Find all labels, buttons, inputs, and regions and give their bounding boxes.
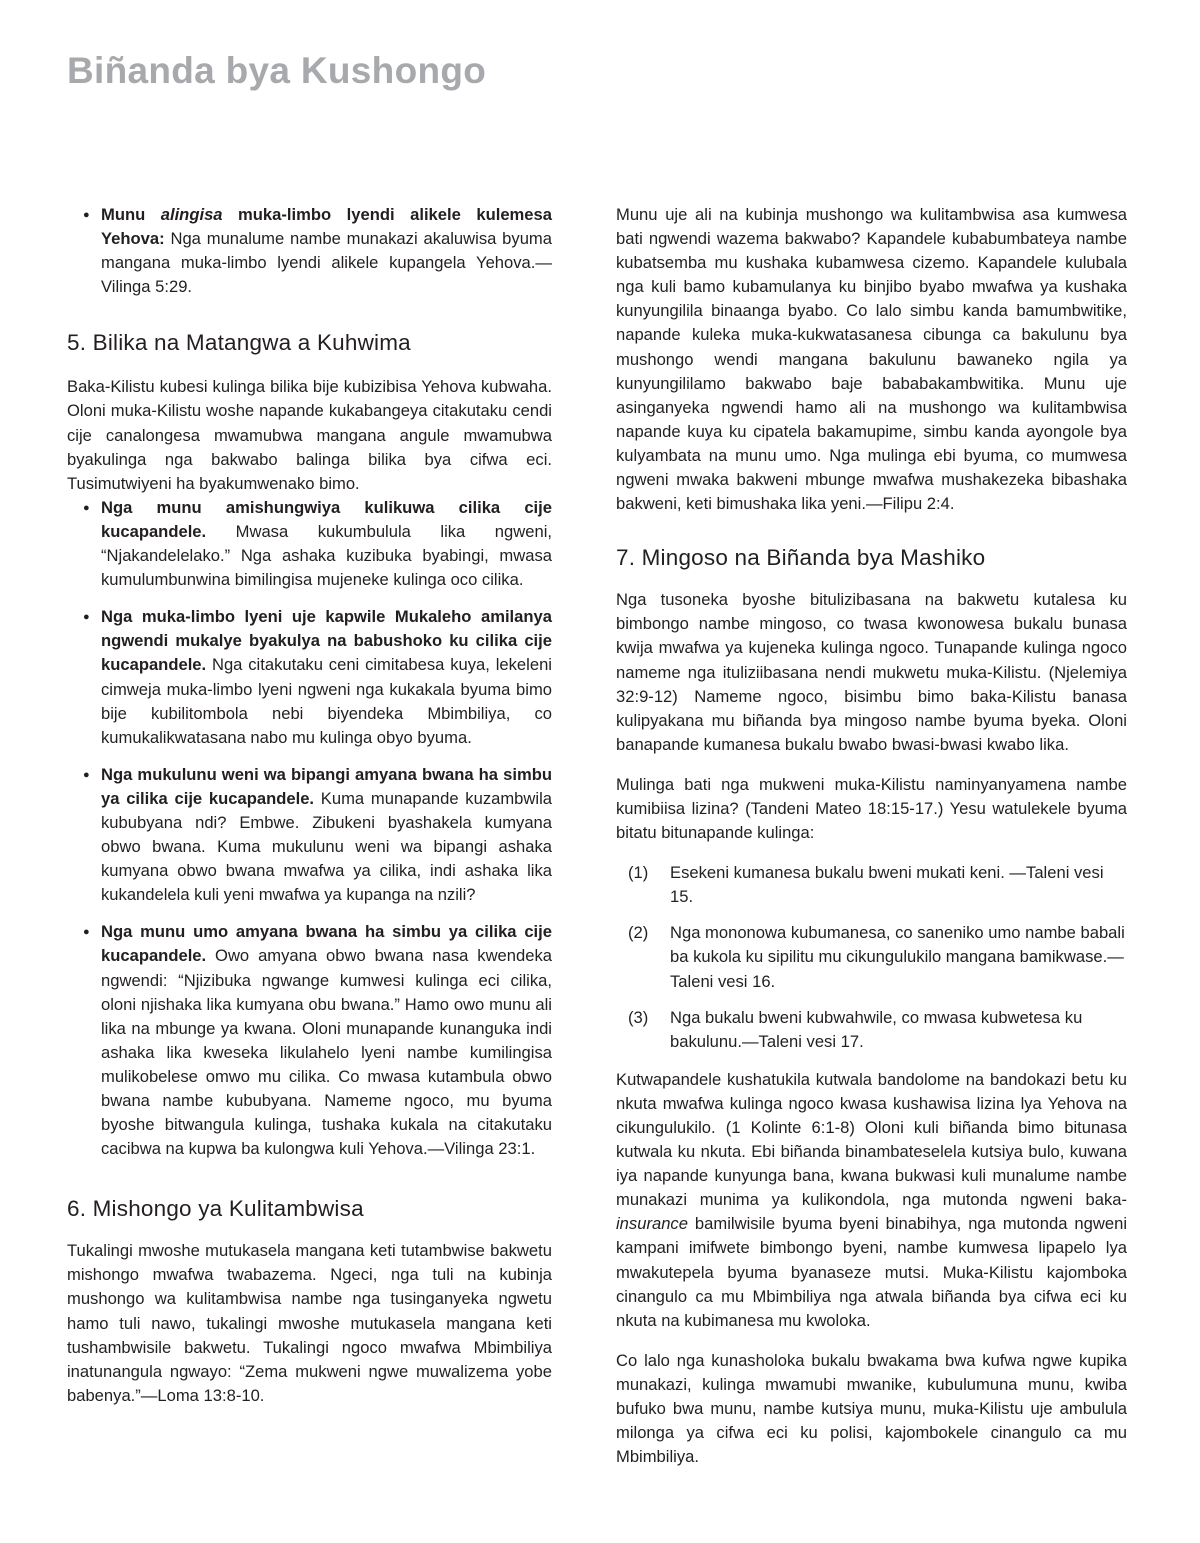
running-head-title: Biñanda bya Kushongo [67, 50, 487, 91]
section-heading-6: 6. Mishongo ya Kulitambwisa [67, 1196, 364, 1222]
step-number: (2) [628, 923, 649, 943]
paragraph-part: bamilwisile byuma byeni binabihya, nga mutonda ngweni kampani imifwete bimbongo byeni, nambe kumwesa lipapelo lya mwakutepela byuma byanaseze mutsi. Muka-Kilistu kajomboka cinangulo ca mu Mbimbiliya nga atwala biñanda bya cifwa eci ku nkuta na kubimanesa mu kwoloka. [616, 1214, 1127, 1330]
bullet-body: Nga munalume nambe munakazi akaluwisa byuma mangana muka-limbo lyendi alikele kupangela Yehova.—Vilinga 5:29. [101, 229, 552, 297]
bullet-body: Owo amyana obwo bwana nasa kwendeka ngwendi: “Njizibuka ngwange kumwesi kulinga eci cilika, oloni njishaka lika kumyana obu bwana.” Hamo owo munu ali lika na mbunge ya kwana. Oloni munapande kunanguka indi ashaka lika kweseka likulahelo lyeni nambe kumilingisa mulikobelese omwo mu cilika. Co mwasa kutambula obwo bwana nambe kububyana. Nameme ngoco, mu byuma byoshe bitwangula kulinga, tushaka kukala na citakutaku cacibwa na kupwa ba kulongwa kuli Yehova.—Vilinga 23:1. [101, 946, 552, 1159]
section-6-continuation: Munu uje ali na kubinja mushongo wa kulitambwisa asa kumwesa bati ngwendi wazema bakwabo? Kapandele kubabumbateya nambe kubatsemba mu kushaka kubamwesa cizemo. Kapandele kulubala nga kuli bamo kubamulanya ku binjibo byabo mwafwa ya kushaka kunyungilila binaanga byabo. Co lalo simbu kanda bamumbwitike, napande kuleka muka-kukwatasanesa cibunga ca bakulunu bya mushongo wendi mangana bakulunu bawaneko ngila ya kunyungililamo bakwabo baje bababakambwitika. Munu uje asinganyeka ngwendi hamo ali na mushongo wa kulitambwisa napande kuya ku cipatela bakamupime, simbu kanda ayongole bya kulyambata na munu umo. Nga mulinga ebi byuma, co mumwesa ngweni mwaka bakweni mbunge mwafwa mushakezeka bibashaka bakweni, keti bimushaka lika yeni.—Filipu 2:4. [616, 205, 1127, 514]
numbered-steps [616, 861, 1127, 1054]
section-7-paragraph-3 [616, 1068, 1127, 1333]
step-item [628, 921, 1127, 993]
step-item [628, 1006, 1127, 1054]
bullet-item [67, 763, 552, 908]
bullet-list-top [67, 203, 552, 299]
section-heading-7: 7. Mingoso na Biñanda bya Mashiko [616, 545, 986, 571]
right-column [616, 203, 1127, 1469]
step-text: Nga mononowa kubumanesa, co saneniko umo nambe babali ba kukola ku sipilitu mu cikungulukilo mangana bamikwase.—Taleni vesi 16. [670, 923, 1125, 991]
bullet-item [67, 203, 552, 299]
paragraph-part: Kutwapandele kushatukila kutwala bandolome na bandokazi betu ku nkuta mwafwa kulinga ngoco kwasa kushawisa lizina lya Yehova na cikungulukilo. (1 Kolinte 6:1-8) Oloni kuli biñanda bimo bitunasa kutwala ku nkuta. Ebi biñanda binambateselela kutsiya bulo, kuwana iya napande kunyunga bana, kwana bukwasi kuli munalume nambe munakazi munima ya kulikondola, nga mutonda ngweni baka- [616, 1069, 1127, 1210]
bullet-lead: Nga munu umo amyana bwana ha simbu ya cilika cije kucapandele. [101, 922, 552, 966]
bullet-lead: Nga munu amishungwiya kulikuwa cilika cije kucapandele. [101, 497, 552, 541]
section-6-intro: Tukalingi mwoshe mutukasela mangana keti tutambwise bakwetu mishongo mwafwa twabazema. Ngeci, nga tuli na kubinja mushongo wa kulitambwisa nambe nga tusinganyeka ngwetu hamo tuli nawo, tukalingi mwoshe mutukasela mangana keti tushambwisile bakwetu. Tukalingi ngoco mwafwa Mbimbiliya inatunangula ngwayo: “Zema mukweni ngwe muwalizema yobe babenya.”—Loma 13:8-10. [67, 1241, 552, 1405]
bullet-body: Mwasa kukumbulula lika ngweni, “Njakandelelako.” Nga ashaka kuzibuka byabingi, mwasa kumulumbunwina bimilingisa mujeneke kulinga oco cilika. [101, 521, 552, 590]
step-number: (3) [628, 1007, 649, 1027]
bullet-lead-part: Munu [101, 205, 161, 224]
step-number: (1) [628, 863, 649, 883]
bullet-body: Kuma munapande kuzambwila kububyana ndi? Embwe. Zibukeni byashakela kumyana obwo bwana. Kuma mukulunu weni wa bipangi ashaka kumyana obwo bwana mwafwa ya cilika, indi ashaka lika kukandelela kuli yeni mwafwa ya kupanga na nzili? [101, 788, 552, 905]
section-7-paragraph-4: Co lalo nga kunasholoka bukalu bwakama bwa kufwa ngwe kupika munakazi, kulinga mwamubi mwanike, kubulumuna munu, kwiba bufuko bwa munu, nambe kutsiya munu, muka-Kilistu uje ambulula milonga ya cifwa eci ku polisi, kajombokele cinangulo ca mu Mbimbiliya. [616, 1350, 1127, 1467]
bullet-item [67, 605, 552, 750]
section-7-paragraph-2: Mulinga bati nga mukweni muka-Kilistu naminyanyamena nambe kumibiisa lizina? (Tandeni Mateo 18:15-17.) Yesu watulekele byuma bitatu bitunapande kulinga: [616, 774, 1127, 843]
bullet-body: Nga citakutaku ceni cimitabesa kuya, lekeleni cimweja muka-limbo lyeni ngweni nga kukakala byuma bimo bije kubilitombola nebi biyendeka Mbimbiliya, co kumukalikwatasana nabo mu kulinga obyo byuma. [101, 655, 552, 747]
section-heading-5: 5. Bilika na Matangwa a Kuhwima [67, 330, 411, 356]
section-7-paragraph-1: Nga tusoneka byoshe bitulizibasana na bakwetu kutalesa ku bimbongo nambe mingoso, co twasa kwonowesa bukalu bunasa kwija mwafwa ya kujeneka kulinga ngoco. Tunapande kulinga ngoco nameme nga ituliziibasana nendi mukwetu muka-Kilistu. (Njelemiya 32:9-12) Nameme ngoco, bisimbu bimo baka-Kilistu banasa kulipyakana mu biñanda bya mingoso nambe byuma byeka. Oloni banapande kumanesa bukalu bwabo bwasi-bwasi kwabo lika. [616, 590, 1127, 754]
step-item [628, 861, 1127, 909]
bullet-lead: Nga mukulunu weni wa bipangi amyana bwana ha simbu ya cilika cije kucapandele. [101, 764, 552, 808]
bullet-lead-emphasis: alingisa [160, 205, 223, 224]
bullet-item [67, 496, 552, 592]
section-5-intro: Baka-Kilistu kubesi kulinga bilika bije kubizibisa Yehova kubwaha. Oloni muka-Kilistu woshe napande kukabangeya citakutaku cendi cije canalongesa mwamubwa mangana angule mwamubwa byakulinga nga bakwabo balinga bilika bya cifwa eci. Tusimutwiyeni ha byakumwenako bimo. [67, 377, 552, 493]
bullet-lead: Nga muka-limbo lyeni uje kapwile Mukaleho amilanya ngwendi mukalye byakulya na babushoko ku cilika cije kucapandele. [101, 607, 552, 675]
left-column [67, 203, 552, 1408]
bullet-item [67, 920, 552, 1161]
step-text: Esekeni kumanesa bukalu bweni mukati keni. —Taleni vesi 15. [670, 863, 1104, 907]
step-text: Nga bukalu bweni kubwahwile, co mwasa kubwetesa ku bakulunu.—Taleni vesi 17. [670, 1007, 1083, 1051]
paragraph-emphasis: insurance [616, 1214, 688, 1234]
bullet-lead-part: muka-limbo lyendi alikele kulemesa Yehova: [101, 205, 552, 249]
bullet-list-section-5 [67, 496, 552, 1161]
